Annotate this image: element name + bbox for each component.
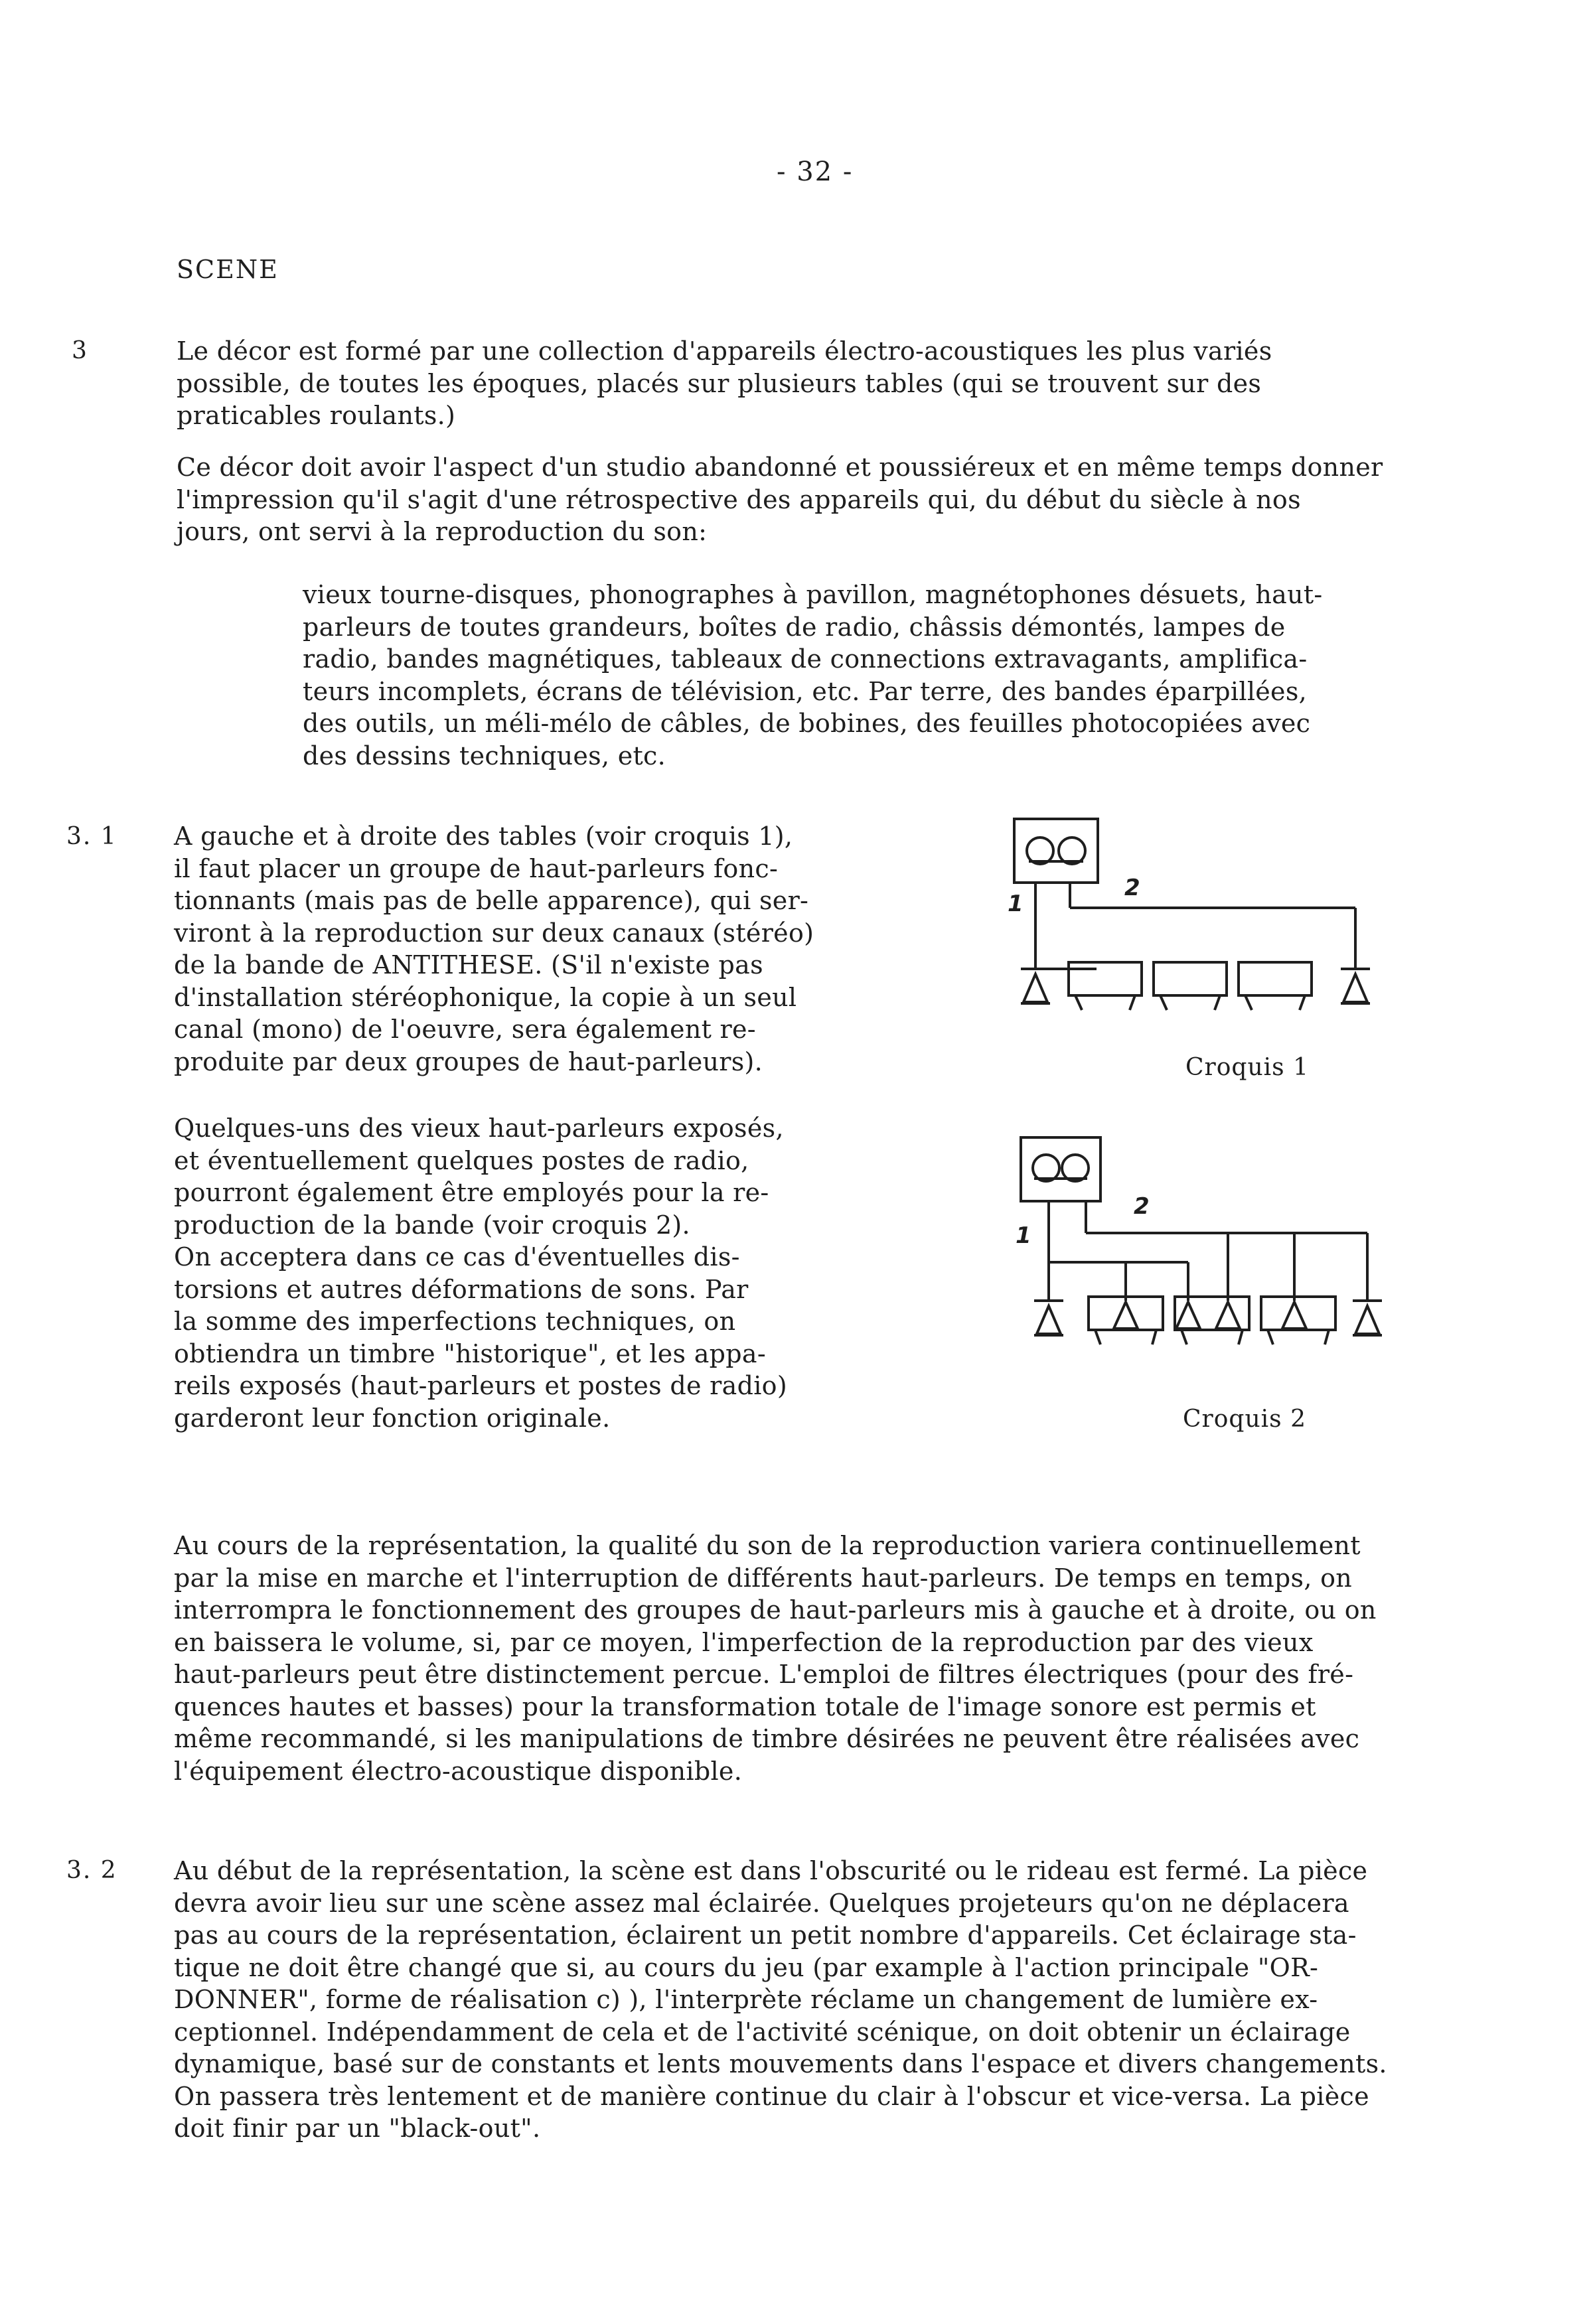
speaker-left-icon <box>1021 969 1050 1003</box>
section-3-paragraph-1: Le décor est formé par une collection d'appareils électro-acoustiques les plus variés possible, de toutes les époques, placés sur plusieurs tables (qui se trouvent sur des praticables roulants.) <box>177 336 1272 430</box>
croquis-1-diagram <box>982 810 1407 1035</box>
speaker-right-icon <box>1341 969 1370 1003</box>
croquis-2-caption: Croquis 2 <box>1183 1406 1306 1433</box>
croquis-2-diagram <box>982 1122 1407 1374</box>
section-heading: SCENE <box>177 255 279 284</box>
table-3-icon <box>1261 1297 1335 1344</box>
radio-speaker-1-icon <box>1114 1302 1138 1329</box>
radio-speaker-2-icon <box>1176 1302 1200 1329</box>
page-number: - 32 - <box>777 157 854 187</box>
table-2-icon <box>1154 962 1227 1010</box>
section-3-2-paragraph-1: Au début de la représentation, la scène est dans l'obscurité ou le rideau est fermé. La pièce devra avoir lieu sur une scène assez mal éclairée. Quelques projeteurs qu'on ne déplacera pas au cours de la représentation, éclairent un petit nombre d'appareils. Cet éclairage sta- tique ne doit être changé que si, au cours du jeu (par example à l'action principale "OR- DONNER", forme de réalisation c) ), l'interprète réclame un changement de lumière ex- ceptionnel. Indépendamment de cela et de l'activité scénique, on doit obtenir un éclairage dynamique, basé sur de constants et lents mouvements dans l'espace et divers changements. On passera très lentement et de manière continue du clair à l'obscur et vice-versa. La pièce doit finir par un "black-out". <box>174 1856 1387 2143</box>
croquis-1-label-2: 2 <box>1124 875 1140 901</box>
radio-speaker-3-icon <box>1216 1302 1240 1329</box>
section-3-1-paragraph-2: Quelques-uns des vieux haut-parleurs exposés, et éventuellement quelques postes de radio, pourront également être employés pour la re- production de la bande (voir croquis 2). On acceptera dans ce cas d'éventuelles dis- torsions et autres déformations de sons. Par la somme des imperfections techniques, on obtiendra un timbre "historique", et les appa- reils exposés (haut-parleurs et postes de radio) garderont leur fonction originale. <box>174 1114 787 1433</box>
section-number-3-1: 3. 1 <box>66 823 117 850</box>
speaker-left-icon <box>1034 1301 1063 1335</box>
croquis-1-caption: Croquis 1 <box>1185 1054 1309 1081</box>
section-number-3-2: 3. 2 <box>66 1857 117 1884</box>
section-3-equipment-list: vieux tourne-disques, phonographes à pavillon, magnétophones désuets, haut- parleurs de toutes grandeurs, boîtes de radio, châssis démontés, lampes de radio, bandes magnétiques, tableaux de connections extravagants, amplifica- teurs incomplets, écrans de télévision, etc. Par terre, des bandes éparpillées, des outils, un méli-mélo de câbles, de bobines, des feuilles photocopiées avec des dessins techniques, etc. <box>303 580 1323 770</box>
section-3-1-paragraph-3: Au cours de la représentation, la qualité du son de la reproduction variera continuellement par la mise en marche et l'interruption de différents haut-parleurs. De temps en temps, on interrompra le fonctionnement des groupes de haut-parleurs mis à gauche et à droite, ou on en baissera le volume, si, par ce moyen, l'imperfection de la reproduction par des vieux haut-parleurs peut être distinctement percue. L'emploi de filtres électriques (pour des fré- quences hautes et basses) pour la transformation totale de l'image sonore est permis et même recommandé, si les manipulations de timbre désirées ne peuvent être réalisées avec l'équipement électro-acoustique disponible. <box>174 1531 1377 1786</box>
croquis-2-label-2: 2 <box>1134 1193 1150 1220</box>
radio-speaker-4-icon <box>1282 1302 1306 1329</box>
table-3-icon <box>1239 962 1312 1010</box>
section-number-3: 3 <box>72 337 88 364</box>
section-3-paragraph-2: Ce décor doit avoir l'aspect d'un studio abandonné et poussiéreux et en même temps donner l'impression qu'il s'agit d'une rétrospective des appareils qui, du début du siècle à nos jours, ont servi à la reproduction du son: <box>177 453 1383 546</box>
croquis-1-label-1: 1 <box>1008 891 1024 917</box>
section-3-1-paragraph-1: A gauche et à droite des tables (voir croquis 1), il faut placer un groupe de haut-parleurs fonc- tionnants (mais pas de belle apparence), qui ser- viront à la reproduction sur deux canaux (stéréo) de la bande de ANTITHESE. (S'il n'existe pas d'installation stéréophonique, la copie à un seul canal (mono) de l'oeuvre, sera également re- produite par deux groupes de haut-parleurs). <box>174 822 814 1076</box>
croquis-2-label-1: 1 <box>1016 1222 1031 1249</box>
speaker-right-icon <box>1353 1301 1382 1335</box>
